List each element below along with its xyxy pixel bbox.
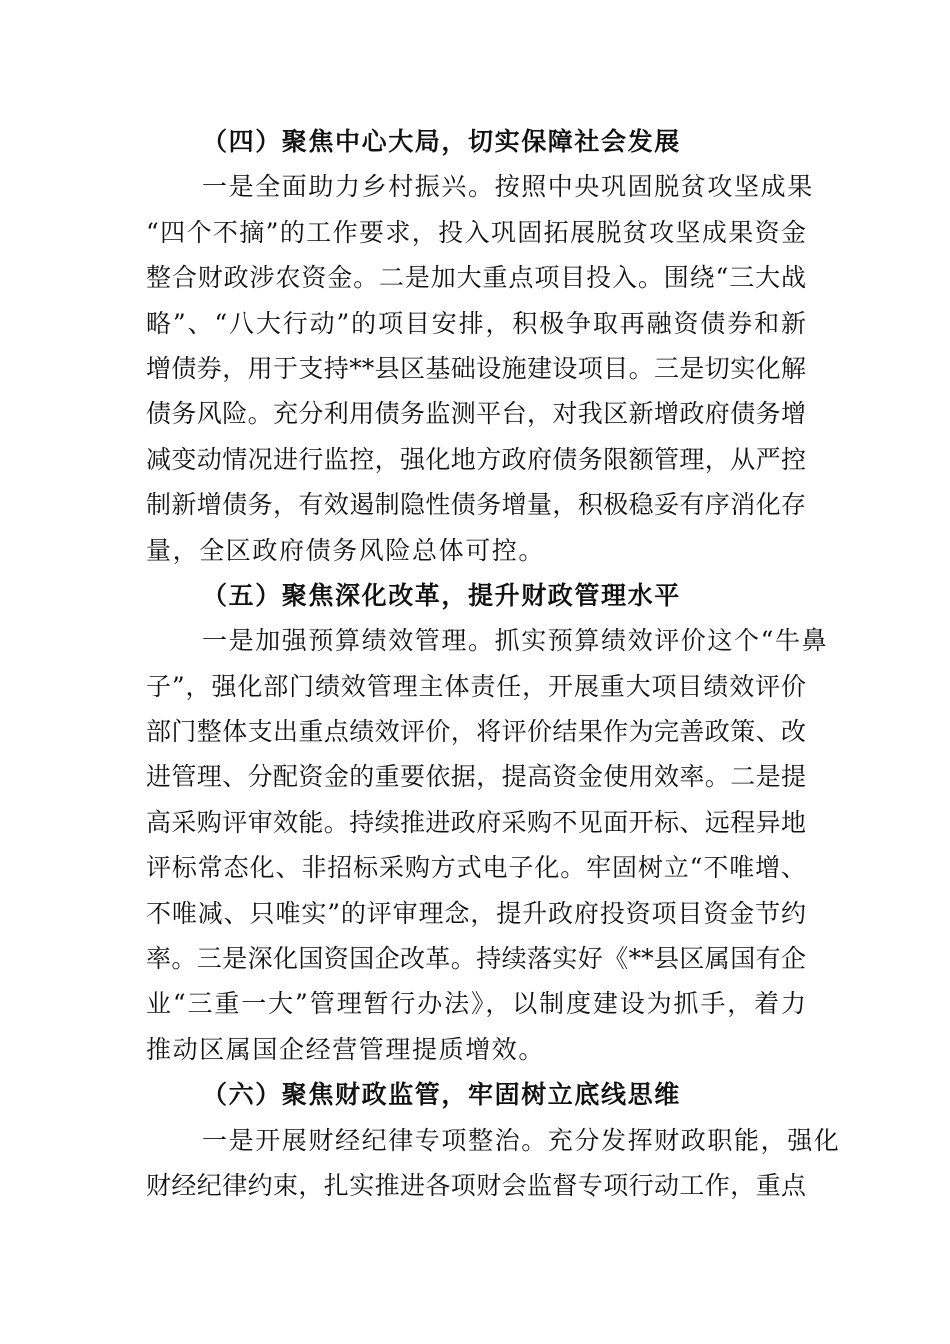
section-heading-4: （四）聚焦中心大局，切实保障社会发展: [202, 127, 681, 156]
paragraph-line: 一是加强预算绩效管理。抓实预算绩效评价这个“牛鼻: [202, 626, 829, 656]
paragraph-line: 整合财政涉农资金。二是加大重点项目投入。围绕“三大战: [146, 263, 806, 293]
paragraph-line: 财经纪律约束，扎实推进各项财会监督专项行动工作，重点: [146, 1170, 806, 1200]
paragraph-line: 率。三是深化国资国企改革。持续落实好《**县区属国有企: [146, 944, 806, 974]
paragraph-line: 减变动情况进行监控，强化地方政府债务限额管理，从严控: [146, 444, 806, 474]
section-heading-6: （六）聚焦财政监管，牢固树立底线思维: [202, 1080, 681, 1110]
paragraph-line: 略”、“八大行动”的项目安排，积极争取再融资债券和新: [146, 308, 806, 338]
paragraph-line: 业“三重一大”管理暂行办法》，以制度建设为抓手，着力: [146, 989, 806, 1019]
paragraph-line: 制新增债务，有效遏制隐性债务增量，积极稳妥有序消化存: [146, 490, 806, 520]
paragraph-line: 增债券，用于支持**县区基础设施建设项目。三是切实化解: [146, 353, 806, 383]
paragraph-line: 子”，强化部门绩效管理主体责任，开展重大项目绩效评价: [146, 671, 806, 701]
paragraph-line: 一是开展财经纪律专项整治。充分发挥财政职能，强化: [202, 1125, 841, 1155]
paragraph-line: 量，全区政府债务风险总体可控。: [146, 535, 546, 565]
document-body: [146, 119, 841, 1208]
paragraph-line: 推动区属国企经营管理提质增效。: [146, 1034, 546, 1064]
paragraph-line: 评标常态化、非招标采购方式电子化。牢固树立“不唯增、: [146, 853, 806, 883]
paragraph-line: 一是全面助力乡村振兴。按照中央巩固脱贫攻坚成果: [202, 172, 814, 202]
paragraph-line: 债务风险。充分利用债务监测平台，对我区新增政府债务增: [146, 399, 806, 429]
paragraph-line: 高采购评审效能。持续推进政府采购不见面开标、远程异地: [146, 807, 806, 837]
section-heading-5: （五）聚焦深化改革，提升财政管理水平: [202, 580, 681, 610]
paragraph-line: “四个不摘”的工作要求，投入巩固拓展脱贫攻坚成果资金: [146, 217, 806, 247]
paragraph-line: 不唯减、只唯实”的评审理念，提升政府投资项目资金节约: [146, 898, 806, 928]
paragraph-line: 进管理、分配资金的重要依据，提高资金使用效率。二是提: [146, 762, 806, 792]
paragraph-line: 部门整体支出重点绩效评价，将评价结果作为完善政策、改: [146, 717, 806, 747]
